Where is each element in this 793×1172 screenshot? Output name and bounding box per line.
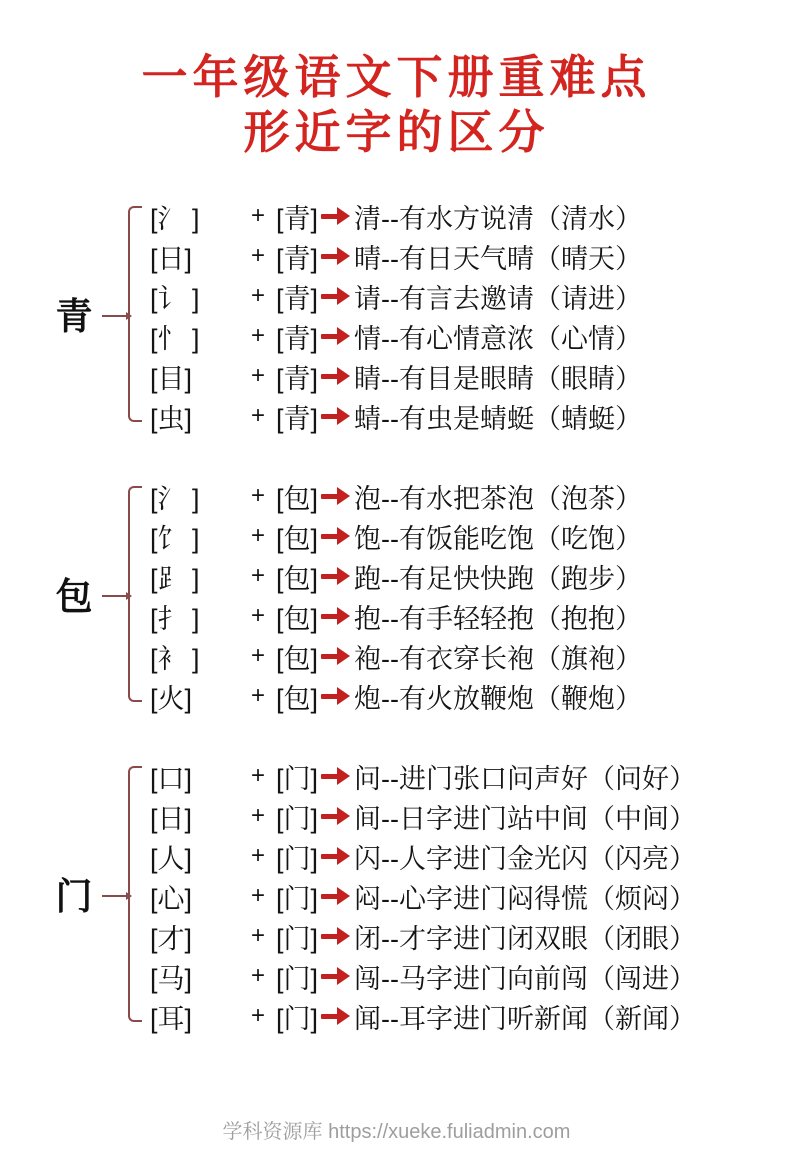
formula-row	[150, 276, 642, 316]
group-rows	[142, 196, 642, 436]
formula-row	[150, 916, 696, 956]
arrow-right-icon	[320, 526, 351, 546]
plus-sign: +	[250, 562, 265, 590]
base-character: [青]	[276, 323, 319, 354]
arrow-right-icon	[320, 566, 351, 586]
result-text: 情--有心情意浓（心情）	[354, 323, 642, 354]
base-character: [青]	[276, 283, 319, 314]
arrow-right-icon	[320, 326, 351, 346]
base-character: [包]	[276, 683, 319, 714]
result-text: 清--有水方说清（清水）	[354, 203, 642, 234]
arrow-right-icon	[320, 606, 351, 626]
group-label-cell	[46, 295, 102, 337]
result-text: 炮--有火放鞭炮（鞭炮）	[354, 683, 642, 714]
formula-row	[150, 636, 642, 676]
formula-row	[150, 876, 696, 916]
base-character: [青]	[276, 363, 319, 394]
result-text: 闷--心字进门闷得慌（烦闷）	[354, 883, 696, 914]
group-label: 包	[55, 575, 93, 617]
plus-sign: +	[250, 962, 265, 990]
result-text: 问--进门张口问声好（问好）	[354, 763, 696, 794]
formula-row	[150, 596, 642, 636]
base-character: [门]	[276, 843, 319, 874]
character-group-men	[46, 756, 793, 1036]
radical-text: [氵 ]	[150, 483, 200, 514]
result-text: 闻--耳字进门听新闻（新闻）	[354, 1003, 696, 1034]
base-character: [包]	[276, 563, 319, 594]
formula-row	[150, 676, 642, 716]
result-text: 晴--有日天气晴（晴天）	[354, 243, 642, 274]
character-group-bao	[46, 476, 793, 716]
character-group-qing	[46, 196, 793, 436]
result-text: 间--日字进门站中间（中间）	[354, 803, 696, 834]
radical-text: [讠 ]	[150, 283, 200, 314]
radical-text: [忄 ]	[150, 323, 200, 354]
base-character: [包]	[276, 643, 319, 674]
arrow-right-icon	[320, 1006, 351, 1026]
result-text: 睛--有目是眼睛（眼睛）	[354, 363, 642, 394]
result-text: 饱--有饭能吃饱（吃饱）	[354, 523, 642, 554]
formula-row	[150, 356, 642, 396]
formula-row	[150, 516, 642, 556]
result-text: 蜻--有虫是蜻蜓（蜻蜓）	[354, 403, 642, 434]
plus-sign: +	[250, 882, 265, 910]
radical-text: [饣 ]	[150, 523, 200, 554]
worksheet-content	[0, 196, 793, 1036]
connector-line	[102, 595, 128, 597]
group-rows	[142, 756, 696, 1036]
formula-row	[150, 956, 696, 996]
group-label-cell	[46, 875, 102, 917]
base-character: [门]	[276, 963, 319, 994]
page-title	[0, 50, 793, 160]
plus-sign: +	[250, 762, 265, 790]
arrow-right-icon	[320, 246, 351, 266]
formula-row	[150, 996, 696, 1036]
arrow-right-icon	[320, 366, 351, 386]
radical-text: [心]	[150, 883, 193, 914]
result-text: 跑--有足快快跑（跑步）	[354, 563, 642, 594]
result-text: 请--有言去邀请（请进）	[354, 283, 642, 314]
connector-line	[102, 895, 128, 897]
base-character: [青]	[276, 403, 319, 434]
plus-sign: +	[250, 922, 265, 950]
plus-sign: +	[250, 522, 265, 550]
result-text: 袍--有衣穿长袍（旗袍）	[354, 643, 642, 674]
base-character: [门]	[276, 803, 319, 834]
arrow-right-icon	[320, 486, 351, 506]
plus-sign: +	[250, 322, 265, 350]
arrow-right-icon	[320, 966, 351, 986]
radical-text: [日]	[150, 803, 193, 834]
radical-text: [扌 ]	[150, 603, 200, 634]
plus-sign: +	[250, 1002, 265, 1030]
base-character: [门]	[276, 883, 319, 914]
formula-row	[150, 836, 696, 876]
result-text: 抱--有手轻轻抱（抱抱）	[354, 603, 642, 634]
watermark-footer: 学科资源库 https://xueke.fuliadmin.com	[222, 1121, 571, 1143]
arrow-right-icon	[320, 206, 351, 226]
radical-text: [才]	[150, 923, 193, 954]
radical-text: [目]	[150, 363, 193, 394]
plus-sign: +	[250, 242, 265, 270]
formula-row	[150, 316, 642, 356]
formula-row	[150, 396, 642, 436]
formula-row	[150, 196, 642, 236]
radical-text: [耳]	[150, 1003, 193, 1034]
radical-text: [口]	[150, 763, 193, 794]
radical-text: [马]	[150, 963, 193, 994]
base-character: [门]	[276, 923, 319, 954]
plus-sign: +	[250, 202, 265, 230]
arrow-right-icon	[320, 406, 351, 426]
radical-text: [虫]	[150, 403, 193, 434]
plus-sign: +	[250, 682, 265, 710]
result-text: 闯--马字进门向前闯（闯进）	[354, 963, 696, 994]
arrow-right-icon	[320, 886, 351, 906]
formula-row	[150, 556, 642, 596]
radical-text: [⻊ ]	[150, 563, 200, 594]
page-title-line2: 形近字的区分	[243, 106, 550, 159]
formula-row	[150, 476, 642, 516]
radical-text: [日]	[150, 243, 193, 274]
base-character: [包]	[276, 523, 319, 554]
plus-sign: +	[250, 602, 265, 630]
group-label-cell	[46, 575, 102, 617]
radical-text: [衤 ]	[150, 643, 200, 674]
group-rows	[142, 476, 642, 716]
arrow-right-icon	[320, 686, 351, 706]
formula-row	[150, 236, 642, 276]
radical-text: [人]	[150, 843, 193, 874]
arrow-right-icon	[320, 766, 351, 786]
arrow-right-icon	[320, 646, 351, 666]
arrow-right-icon	[320, 806, 351, 826]
plus-sign: +	[250, 362, 265, 390]
page-title-line1: 一年级语文下册重难点	[141, 51, 652, 103]
base-character: [青]	[276, 243, 319, 274]
arrow-right-icon	[320, 286, 351, 306]
plus-sign: +	[250, 402, 265, 430]
group-label: 青	[55, 295, 93, 337]
plus-sign: +	[250, 842, 265, 870]
result-text: 闭--才字进门闭双眼（闭眼）	[354, 923, 696, 954]
formula-row	[150, 796, 696, 836]
arrow-right-icon	[320, 846, 351, 866]
formula-row	[150, 756, 696, 796]
plus-sign: +	[250, 482, 265, 510]
base-character: [门]	[276, 763, 319, 794]
connector-line	[102, 315, 128, 317]
arrow-right-icon	[320, 926, 351, 946]
group-label: 门	[55, 875, 93, 917]
base-character: [门]	[276, 1003, 319, 1034]
plus-sign: +	[250, 802, 265, 830]
base-character: [包]	[276, 603, 319, 634]
base-character: [青]	[276, 203, 319, 234]
plus-sign: +	[250, 282, 265, 310]
plus-sign: +	[250, 642, 265, 670]
radical-text: [火]	[150, 683, 193, 714]
result-text: 泡--有水把茶泡（泡茶）	[354, 483, 642, 514]
base-character: [包]	[276, 483, 319, 514]
result-text: 闪--人字进门金光闪（闪亮）	[354, 843, 696, 874]
radical-text: [氵 ]	[150, 203, 200, 234]
